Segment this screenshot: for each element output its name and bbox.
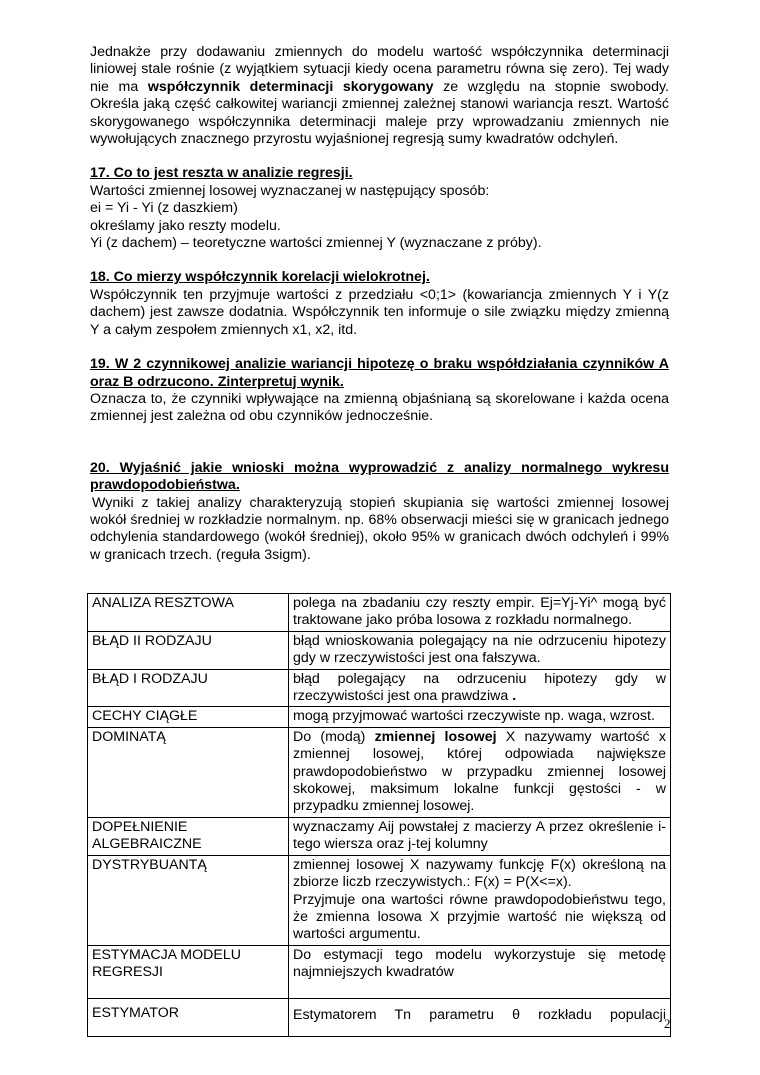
- table-row: [88, 727, 671, 817]
- table-row: [88, 817, 671, 855]
- question-20-heading: 20. Wyjaśnić jakie wnioski można wyprowadzić z analizy normalnego wykresu prawdopodobieństwa.: [90, 459, 669, 494]
- table-row: [88, 669, 671, 707]
- term-cell: BŁĄD II RODZAJU: [88, 631, 289, 669]
- definition-cell: Do estymacji tego modelu wykorzystuje się metodę najmniejszych kwadratów: [289, 945, 671, 998]
- definition-cell: Estymatorem Tn parametru θ rozkładu populacji: [289, 998, 671, 1036]
- table-row: [88, 998, 671, 1036]
- term-cell: CECHY CIĄGŁE: [88, 707, 289, 727]
- q17-line: określamy jako reszty modelu.: [90, 217, 281, 234]
- definition-cell: mogą przyjmować wartości rzeczywiste np. waga, wzrost.: [289, 707, 671, 727]
- term-cell: ESTYMACJA MODELU REGRESJI: [88, 945, 289, 998]
- document-body: [90, 44, 669, 564]
- question-17-heading: 17. Co to jest reszta w analizie regresji.: [90, 165, 353, 182]
- table-row: [88, 594, 671, 632]
- term-cell: ANALIZA RESZTOWA: [88, 594, 289, 632]
- table-row: [88, 631, 671, 669]
- intro-paragraph: Jednakże przy dodawaniu zmiennych do modelu wartość współczynnika determinacji liniowej stale rośnie (z wyjątkiem sytuacji kiedy ocena parametru równa się zero). Tej wady nie ma współczynnik determinacji skorygowany ze względu na stopnie swobody. Określa jaką część całkowitej wariancji zmiennej zależnej stanowi wariancja reszt. Wartość skorygowanego współczynnika determinacji maleje przy wprowadzaniu zmiennych nie wywołujących znacznego przyrostu wyjaśnionej regresją sumy kwadratów odchyleń.: [90, 44, 669, 148]
- definition-cell: błąd wnioskowania polegający na nie odrzuceniu hipotezy gdy w rzeczywistości jest ona fałszywa.: [289, 631, 671, 669]
- q17-line: Wartości zmiennej losowej wyznaczanej w następujący sposób:: [90, 182, 490, 199]
- q17-line: ei = Yi - Yi (z daszkiem): [90, 200, 238, 217]
- q17-line: Yi (z dachem) – teoretyczne wartości zmiennej Y (wyznaczane z próby).: [90, 235, 542, 252]
- q19-answer: Oznacza to, że czynniki wpływające na zmienną objaśnianą są skorelowane i każda ocena zmiennej jest zależna od obu czynników jednocześnie.: [90, 390, 669, 425]
- term-cell: BŁĄD I RODZAJU: [88, 669, 289, 707]
- definitions-table: [87, 593, 671, 1037]
- q18-answer: Współczynnik ten przyjmuje wartości z przedziału <0;1> (kowariancja zmiennych Y i Y(z dachem) jest zawsze dodatnia. Współczynnik ten informuje o sile związku między zmienną Y a całym zespołem zmiennych x1, x2, itd.: [90, 286, 669, 338]
- page-number: 2: [664, 1016, 671, 1031]
- table-row: [88, 945, 671, 998]
- definition-cell: Do (modą) zmiennej losowej X nazywamy wartość x zmiennej losowej, której odpowiada największe prawdopodobieństwo w przypadku zmiennej losowej skokowej, maksimum lokalne funkcji gęstości - w przypadku zmiennej losowej.: [289, 727, 671, 817]
- definition-cell: błąd polegający na odrzuceniu hipotezy gdy w rzeczywistości jest ona prawdziwa .: [289, 669, 671, 707]
- definition-cell: zmiennej losowej X nazywamy funkcję F(x) określoną na zbiorze liczb rzeczywistych.: F(x) = P(X<=x). Przyjmuje ona wartości równe prawdopodobieństwu tego, że zmienna losowa X przyjmie wartość nie większą od wartości argumentu.: [289, 855, 671, 945]
- term-cell: DOPEŁNIENIE ALGEBRAICZNE: [88, 817, 289, 855]
- table-row: [88, 855, 671, 945]
- question-18-heading: 18. Co mierzy współczynnik korelacji wielokrotnej.: [90, 269, 430, 286]
- term-cell: DOMINATĄ: [88, 727, 289, 817]
- definition-cell: polega na zbadaniu czy reszty empir. Ej=Yj-Yi^ mogą być traktowane jako próba losowa z rozkładu normalnego.: [289, 594, 671, 632]
- term-cell: DYSTRYBUANTĄ: [88, 855, 289, 945]
- question-19-heading: 19. W 2 czynnikowej analizie wariancji hipotezę o braku współdziałania czynników A oraz B odrzucono. Zinterpretuj wynik.: [90, 356, 669, 390]
- term-cell: ESTYMATOR: [88, 998, 289, 1036]
- table-row: [88, 707, 671, 727]
- q20-answer: Wyniki z takiej analizy charakteryzują stopień skupiania się wartości zmiennej losowej wokół średniej w rozkładzie normalnym. np. 68% obserwacji mieści się w granicach jednego odchylenia standardowego (wokół średniej), około 95% w granicach dwóch odchyleń i 99% w granicach trzech. (reguła 3sigm).: [90, 494, 669, 563]
- bold-term: współczynnik determinacji skorygowany: [147, 78, 434, 95]
- definition-cell: wyznaczamy Aij powstałej z macierzy A przez określenie i-tego wiersza oraz j-tej kolumny: [289, 817, 671, 855]
